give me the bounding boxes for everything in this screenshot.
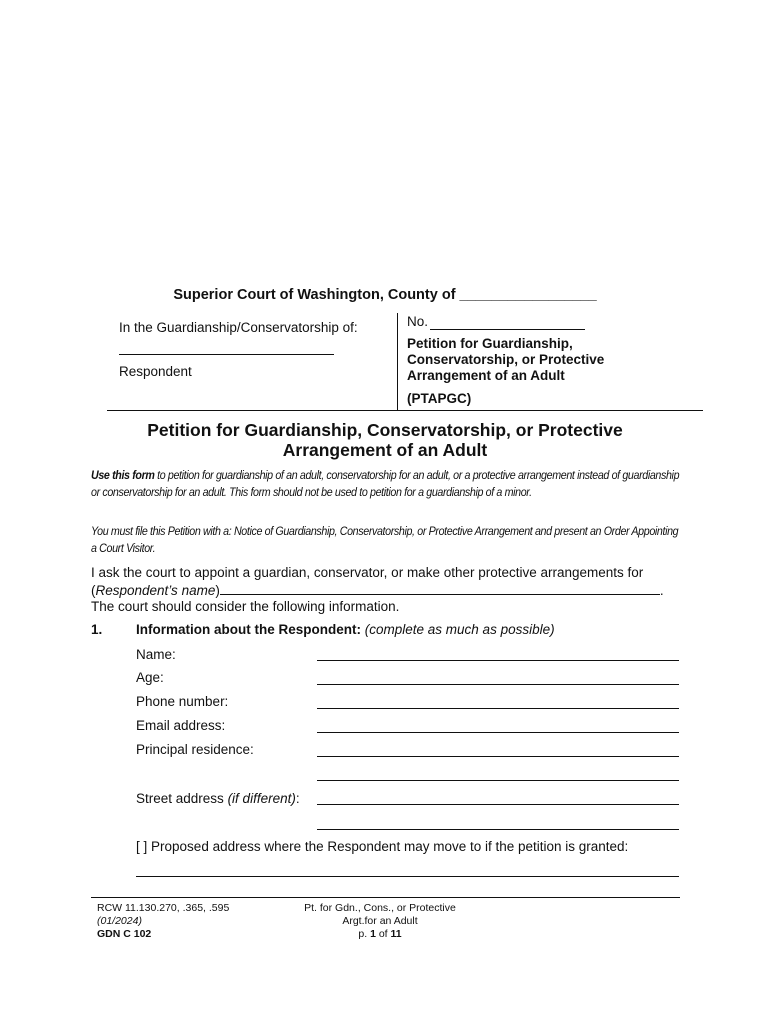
footer-form-id: GDN C 102 [97,928,152,940]
ask-line1: I ask the court to appoint a guardian, conservator, or make other protective arrangements for [91,565,644,580]
residence-field[interactable] [317,756,679,757]
street-label-hint: (if different) [227,791,296,806]
section-number: 1. [91,622,103,637]
name-field[interactable] [317,660,679,661]
caption-left [119,320,358,379]
footer-title-line2: Argt.for an Adult [342,915,418,927]
case-number-field[interactable] [430,317,585,330]
form-code: (PTAPGC) [407,391,472,406]
name-label: Name: [136,647,176,662]
footer-left [97,902,229,941]
street-label: Street address (if different): [136,791,300,806]
respondent-name-field[interactable] [220,582,660,595]
email-field[interactable] [317,732,679,733]
respondent-label: Respondent [119,364,192,379]
in-matter-of-label: In the Guardianship/Conservatorship of: [119,320,358,335]
proposed-address-field[interactable] [136,876,679,877]
email-label: Email address: [136,718,226,733]
page-title [0,420,770,460]
intro-bold: Use this form [91,470,155,482]
phone-field[interactable] [317,708,679,709]
must-file-paragraph: You must file this Petition with a: Notice of Guardianship, Conservatorship, or Protective Arrangement and present an Order Appointing a Court Visitor. [91,526,679,555]
proposed-address-checkbox[interactable]: [ ] [136,839,148,854]
proposed-address-row [136,839,628,854]
caption-right [407,314,627,407]
street-label-text: Street address [136,791,224,806]
caption-divider [397,313,398,410]
street-field[interactable] [317,804,679,805]
proposed-address-text: Proposed address where the Respondent may move to if the petition is granted: [151,839,629,854]
section-heading: Information about the Respondent: [136,622,361,637]
intro-paragraph [91,468,686,501]
age-field[interactable] [317,684,679,685]
page-title-line1: Petition for Guardianship, Conservatorship, or Protective [147,420,623,440]
respondent-name-hint: Respondent’s name [95,582,216,598]
street-field-2[interactable] [317,829,679,830]
residence-label: Principal residence: [136,742,254,757]
phone-label: Phone number: [136,694,229,709]
footer-center [290,902,470,941]
ask-line3: The court should consider the following information. [91,599,400,614]
ask-line2: (Respondent’s name) . [91,582,664,598]
footer-date: (01/2024) [97,915,142,927]
footer-title-line1: Pt. for Gdn., Cons., or Protective [304,902,456,914]
page-title-line2: Arrangement of an Adult [282,440,488,460]
residence-field-2[interactable] [317,780,679,781]
section-hint: (complete as much as possible) [364,622,555,637]
caption-bottom-rule [107,410,703,411]
case-number-label: No. [407,314,429,329]
age-label: Age: [136,670,164,685]
case-number [407,314,627,330]
respondent-name-line[interactable] [119,353,334,355]
intro-text: to petition for guardianship of an adult, conservatorship for an adult, or a protective arrangement instead of guardianship or conservatorship for an adult. This form should not be used to petition for a guardianship of a minor. [91,470,680,499]
page-number: p. 1 of 11 [358,928,402,940]
ask-paragraph [91,565,691,616]
court-title: Superior Court of Washington, County of _________________ [173,287,597,303]
footer-rule [91,897,680,898]
footer-rcw: RCW 11.130.270, .365, .595 [97,902,230,914]
form-title: Petition for Guardianship, Conservatorship, or Protective Arrangement of an Adult [407,336,605,383]
